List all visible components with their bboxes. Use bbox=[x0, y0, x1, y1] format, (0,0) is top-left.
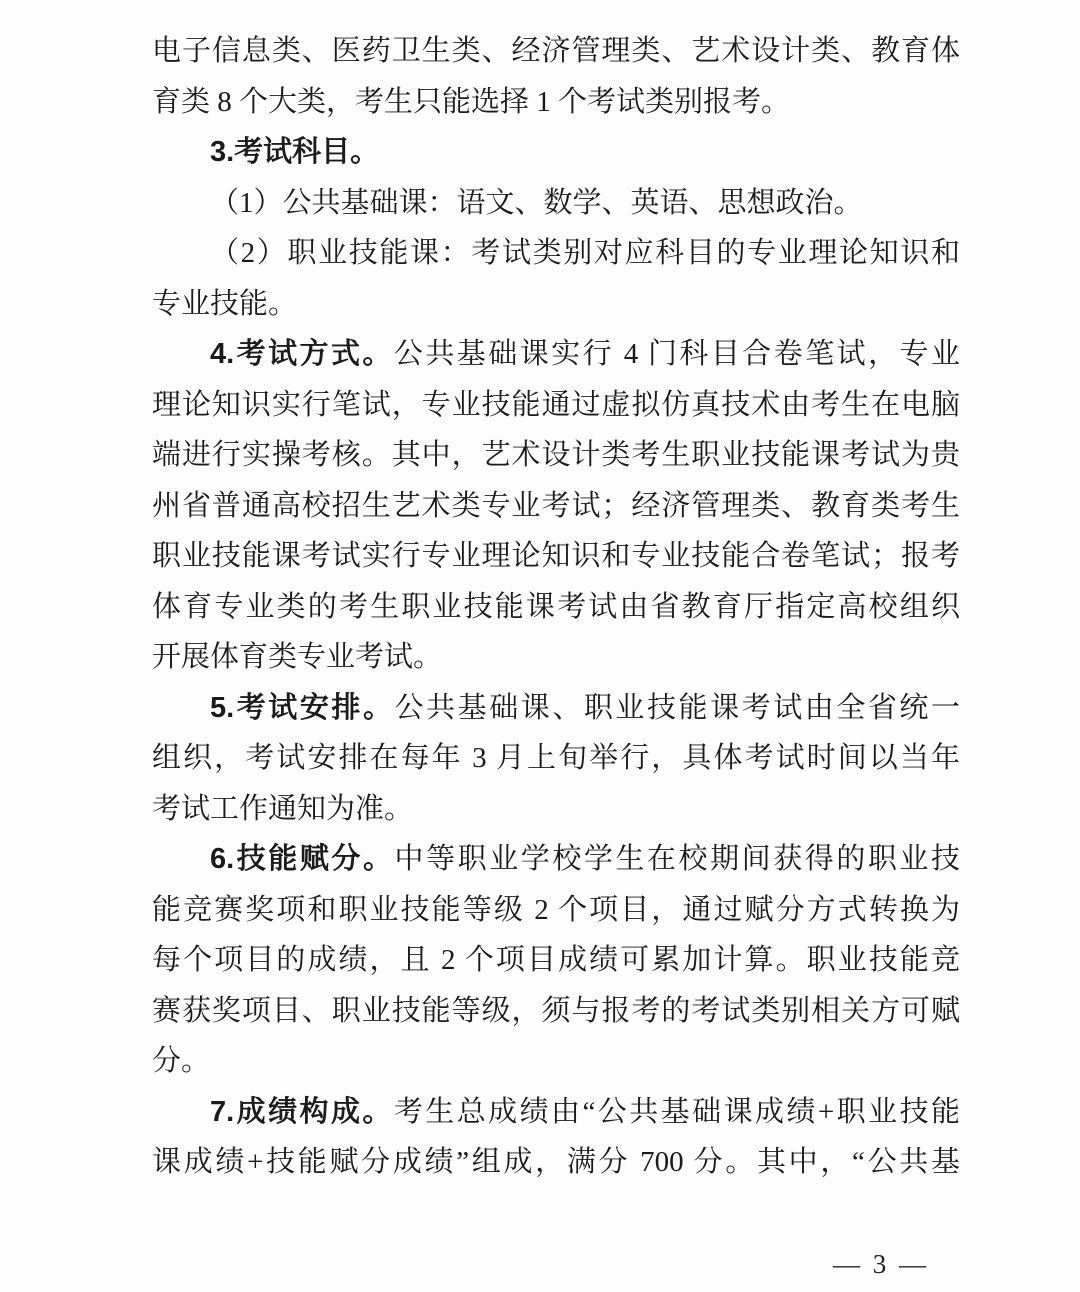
paragraph-item-4 bbox=[152, 329, 960, 683]
paragraph-intro bbox=[152, 26, 960, 127]
item6-line1-rest: 中等职业学校学生在校期间获得的职业技 bbox=[394, 843, 960, 875]
paragraph-item-3 bbox=[152, 127, 960, 329]
item5-heading: 5.考试安排。 bbox=[210, 691, 395, 724]
text-line: 理论知识实行笔试，专业技能通过虚拟仿真技术由考生在电脑 bbox=[152, 388, 960, 421]
heading-line bbox=[152, 127, 960, 178]
heading-line bbox=[152, 683, 960, 734]
heading-line bbox=[152, 1087, 960, 1138]
text-line: （1）公共基础课：语文、数学、英语、思想政治。 bbox=[210, 186, 863, 219]
text-line: 赛获奖项目、职业技能等级，须与报考的考试类别相关方可赋 bbox=[152, 994, 960, 1027]
heading-line bbox=[152, 329, 960, 380]
heading-line bbox=[152, 834, 960, 885]
item4-line1-rest: 公共基础课实行 4 门科目合卷笔试，专业 bbox=[393, 338, 960, 370]
page-number: — 3 — bbox=[833, 1249, 929, 1279]
text-line: （2）职业技能课：考试类别对应科目的专业理论知识和 bbox=[210, 237, 960, 269]
text-line: 分。 bbox=[152, 1045, 211, 1077]
text-line: 考试工作通知为准。 bbox=[152, 792, 414, 825]
text-line: 每个项目的成绩，且 2 个项目成绩可累加计算。职业技能竞 bbox=[152, 944, 960, 976]
text-line: 州省普通高校招生艺术类专业考试；经济管理类、教育类考生 bbox=[152, 489, 960, 522]
text-line: 专业技能。 bbox=[152, 287, 298, 320]
text-line: 开展体育类专业考试。 bbox=[152, 641, 443, 673]
text-line: 能竞赛奖项和职业技能等级 2 个项目，通过赋分方式转换为 bbox=[152, 893, 960, 926]
text-line: 体育专业类的考生职业技能课考试由省教育厅指定高校组织 bbox=[152, 590, 960, 623]
text-line: 端进行实操考核。其中，艺术设计类考生职业技能课考试为贵 bbox=[152, 439, 960, 471]
text-line: 组织，考试安排在每年 3 月上旬举行，具体考试时间以当年 bbox=[152, 742, 960, 774]
text-line: 职业技能课考试实行专业理论知识和专业技能合卷笔试；报考 bbox=[152, 540, 960, 572]
text-line: 电子信息类、医药卫生类、经济管理类、艺术设计类、教育体 bbox=[152, 35, 960, 67]
text-line: 课成绩+技能赋分成绩”组成，满分 700 分。其中，“公共基 bbox=[152, 1146, 960, 1178]
text-line: 育类 8 个大类，考生只能选择 1 个考试类别报考。 bbox=[152, 85, 791, 118]
item7-heading: 7.成绩构成。 bbox=[210, 1095, 394, 1128]
paragraph-item-5 bbox=[152, 683, 960, 835]
paragraph-item-6 bbox=[152, 834, 960, 1087]
item5-line1-rest: 公共基础课、职业技能课考试由全省统一 bbox=[394, 691, 960, 724]
document-body bbox=[152, 26, 960, 1188]
item6-heading: 6.技能赋分。 bbox=[210, 843, 395, 875]
item4-heading: 4.考试方式。 bbox=[210, 338, 394, 370]
item7-line1-rest: 考生总成绩由“公共基础课成绩+职业技能 bbox=[393, 1095, 960, 1128]
paragraph-item-7 bbox=[152, 1087, 960, 1188]
item3-heading: 3.考试科目。 bbox=[210, 136, 380, 168]
